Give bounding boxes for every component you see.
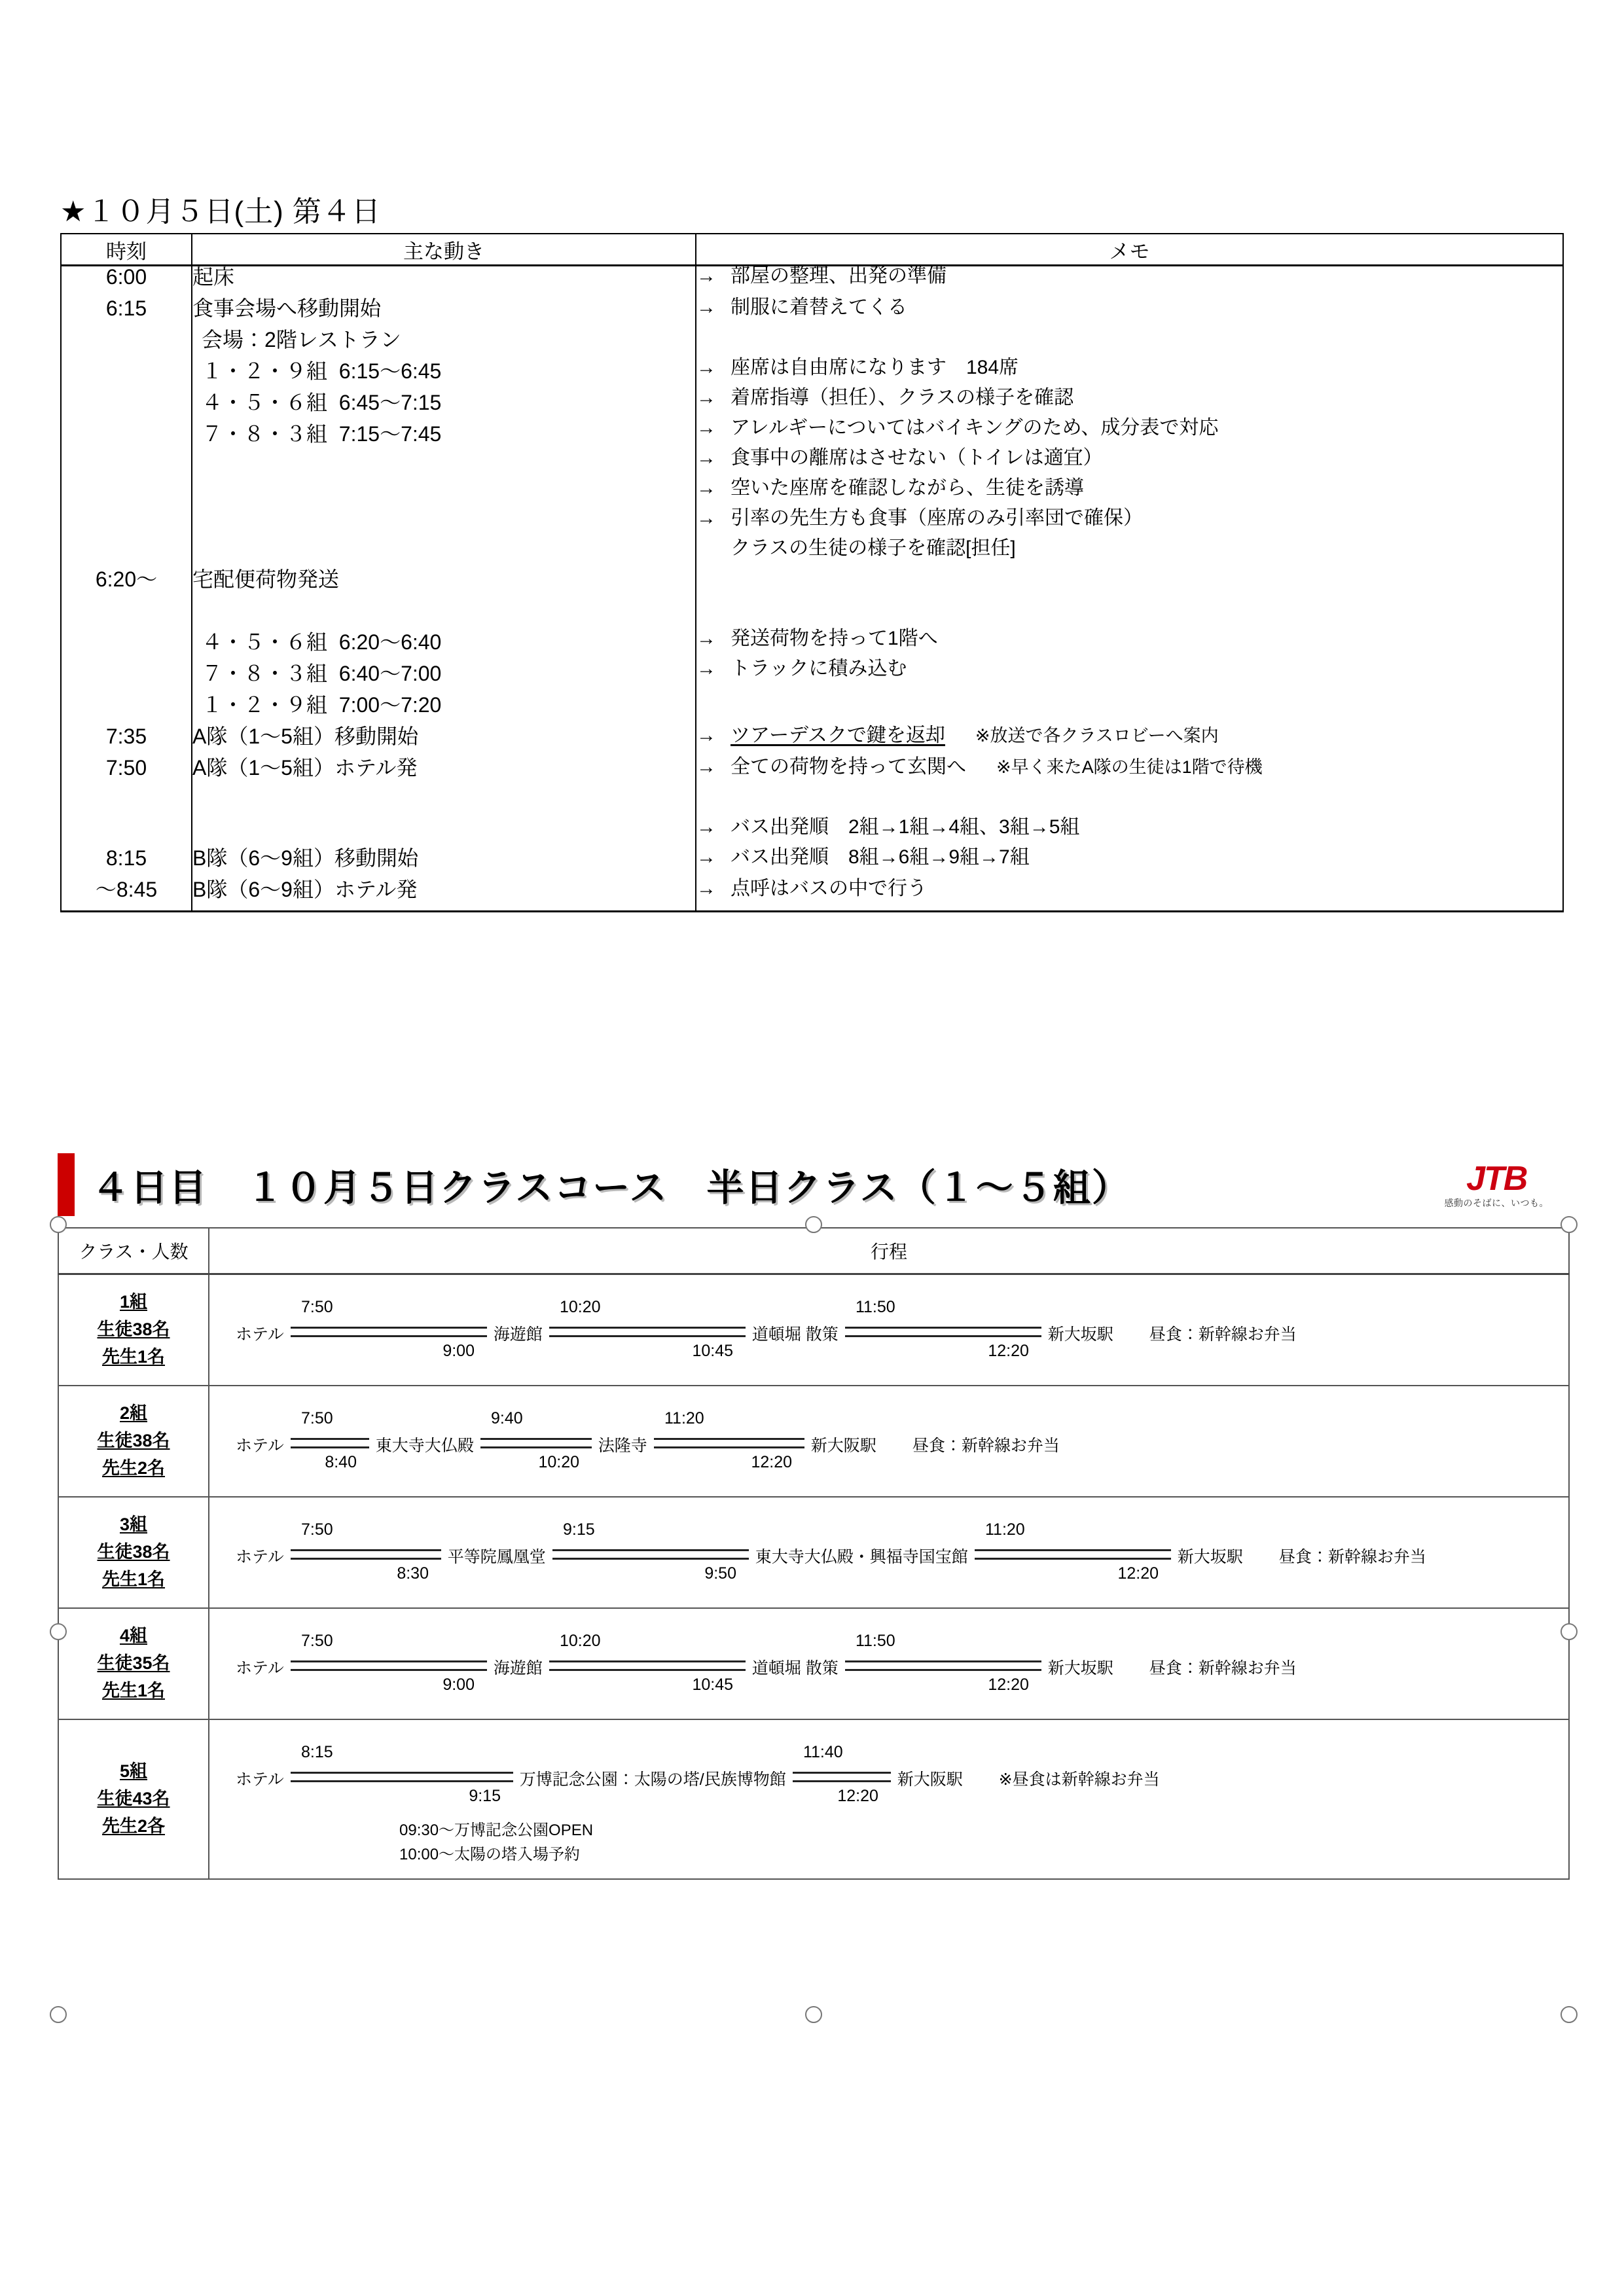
registration-mark	[1561, 1623, 1578, 1640]
course-class-line: 4組	[119, 1626, 148, 1646]
route-departure-times	[236, 1398, 1568, 1427]
class-course-table	[58, 1227, 1570, 1880]
schedule-memo-text: アレルギーについてはバイキングのため、成分表で対応	[731, 417, 1219, 439]
schedule-memo-text: ツアーデスクで鍵を返却	[731, 725, 945, 747]
schedule-movement-line: １・２・９組 6:15〜6:45	[202, 359, 442, 384]
course-class-cell	[58, 1608, 209, 1719]
route-time-arrival: 12:20	[837, 1787, 878, 1805]
course-class-cell	[58, 1497, 209, 1608]
schedule-memo-cell	[696, 848, 1563, 879]
schedule-memo-cell	[696, 757, 1563, 848]
schedule-movement-cell	[192, 757, 696, 848]
schedule-movement-line: 起床	[192, 265, 235, 289]
route-lunch-note: 昼食：新幹線お弁当	[1278, 1548, 1426, 1566]
banner-accent-bar	[58, 1153, 75, 1216]
schedule-memo-text: クラスの生徒の様子を確認[担任]	[731, 537, 1016, 560]
route-timeline	[236, 1649, 1568, 1677]
schedule-time-cell	[61, 757, 192, 848]
route-time-departure: 10:20	[560, 1632, 601, 1650]
schedule-memo-line	[696, 509, 1562, 528]
schedule-memo-text: トラックに積み込む	[731, 658, 907, 680]
course-class-cell	[58, 1719, 209, 1879]
course-class-line: 生徒38名	[97, 1542, 170, 1562]
route-rail	[291, 1549, 441, 1560]
schedule-memo-line	[696, 448, 1562, 468]
arrow-icon: →	[696, 417, 716, 439]
route-time-departure: 11:50	[855, 1632, 895, 1650]
schedule-memo-cell	[696, 569, 1563, 726]
route-place: 新大阪駅	[810, 1437, 876, 1455]
course-route-cell	[209, 1386, 1569, 1497]
course-class-line: 3組	[119, 1515, 148, 1535]
route-rail	[975, 1549, 1171, 1560]
route-place: ホテル	[236, 1659, 284, 1677]
route-rail	[654, 1438, 804, 1448]
arrow-icon: →	[696, 265, 716, 287]
course-row	[58, 1719, 1569, 1879]
route-arrival-times	[236, 1343, 1568, 1373]
arrow-icon: →	[696, 387, 716, 409]
route-time-arrival: 12:20	[988, 1676, 1029, 1694]
schedule-movement-line: 会場：2階レストラン	[202, 328, 401, 352]
schedule-memo-line	[696, 418, 1562, 438]
course-class-line: 2組	[119, 1403, 148, 1424]
route-time-departure: 11:20	[985, 1520, 1025, 1539]
schedule-memo-line	[696, 848, 1562, 867]
arrow-icon: →	[696, 658, 716, 680]
route-time-arrival: 12:20	[751, 1453, 792, 1471]
course-row	[58, 1386, 1569, 1497]
route-rail	[291, 1327, 487, 1337]
schedule-memo-note: ※早く来たA隊の生徒は1階で待機	[996, 757, 1263, 778]
course-class-line: 5組	[119, 1761, 148, 1782]
course-class-line: 先生2名	[101, 1458, 166, 1478]
arrow-icon: →	[696, 507, 716, 529]
registration-mark	[50, 1623, 67, 1640]
course-class-line: 生徒38名	[97, 1319, 170, 1340]
schedule-time-cell	[61, 569, 192, 726]
course-row	[58, 1497, 1569, 1608]
course-class-cell	[58, 1386, 209, 1497]
route-rail	[291, 1438, 369, 1448]
route-rail	[552, 1549, 749, 1560]
route-timeline	[236, 1427, 1568, 1454]
schedule-movement-line: ７・８・３組 6:40〜7:00	[202, 662, 442, 686]
route-rail	[291, 1660, 487, 1671]
course-class-line: 生徒43名	[97, 1789, 170, 1809]
course-class-line: 1組	[119, 1292, 148, 1312]
route-departure-times	[236, 1621, 1568, 1649]
route-time-arrival: 9:00	[442, 1676, 475, 1694]
course-class-line: 生徒38名	[97, 1431, 170, 1451]
route-rail	[291, 1772, 513, 1782]
schedule-memo-text: バス出発順 2組→1組→4組、3組→5組	[731, 816, 1080, 838]
schedule-time-cell	[61, 726, 192, 757]
arrow-icon: →	[696, 447, 716, 469]
schedule-memo-line	[696, 298, 1562, 317]
class-course-section	[58, 1227, 1568, 1880]
schedule-time-value: 8:15	[105, 846, 147, 870]
route-time-arrival: 12:20	[1117, 1564, 1159, 1583]
course-route-cell	[209, 1608, 1569, 1719]
registration-mark	[1561, 1216, 1578, 1233]
column-header-class: クラス・人数	[58, 1228, 209, 1274]
schedule-movement-line: A隊（1〜5組）ホテル発	[192, 756, 418, 780]
route-time-arrival: 8:30	[397, 1564, 429, 1583]
schedule-memo-line	[696, 629, 1562, 649]
schedule-movement-line: １・２・９組 7:00〜7:20	[202, 693, 442, 717]
schedule-time-value: 6:00	[105, 265, 147, 289]
route-rail	[845, 1327, 1041, 1337]
jtb-logo	[1445, 1162, 1549, 1208]
route-place: ホテル	[236, 1437, 284, 1455]
route-timeline	[236, 1316, 1568, 1343]
schedule-memo-text: 着席指導（担任）、クラスの様子を確認	[731, 387, 1074, 409]
route-time-arrival: 9:50	[704, 1564, 736, 1583]
schedule-row	[61, 298, 1563, 569]
schedule-time-value: 〜8:45	[95, 878, 158, 902]
registration-mark	[1561, 2006, 1578, 2023]
schedule-movement-cell	[192, 848, 696, 879]
schedule-memo-text: 制服に着替えてくる	[731, 296, 907, 319]
course-class-line: 先生1名	[101, 1680, 166, 1700]
arrow-icon: →	[696, 296, 716, 319]
schedule-time-value: 6:15	[105, 296, 147, 321]
route-time-arrival: 10:45	[692, 1342, 733, 1360]
schedule-movement-cell	[192, 879, 696, 912]
schedule-time-cell	[61, 848, 192, 879]
route-place: 海遊館	[493, 1325, 543, 1344]
course-banner	[58, 1153, 1568, 1216]
route-rail	[549, 1327, 746, 1337]
jtb-logo-mark: JTB	[1466, 1160, 1527, 1198]
route-time-departure: 9:15	[563, 1520, 595, 1539]
route-rail	[793, 1772, 891, 1782]
route-time-departure: 7:50	[301, 1520, 333, 1539]
schedule-memo-cell	[696, 298, 1563, 569]
schedule-movement-line: 食事会場へ移動開始	[192, 296, 382, 321]
schedule-memo-line	[696, 659, 1562, 679]
route-lunch-note: 昼食：新幹線お弁当	[912, 1437, 1060, 1455]
route-place: 道頓堀 散策	[751, 1659, 839, 1677]
schedule-row	[61, 726, 1563, 757]
arrow-icon: →	[696, 628, 716, 650]
route-time-departure: 7:50	[301, 1632, 333, 1650]
schedule-table	[60, 233, 1564, 912]
route-time-departure: 8:15	[301, 1743, 333, 1761]
course-class-line: 先生1名	[101, 1569, 166, 1589]
registration-mark	[50, 1216, 67, 1233]
schedule-memo-cell	[696, 266, 1563, 298]
schedule-memo-cell	[696, 879, 1563, 912]
route-lunch-note: 昼食：新幹線お弁当	[1149, 1659, 1297, 1677]
course-route-cell	[209, 1719, 1569, 1879]
schedule-movement-line: ４・５・６組 6:20〜6:40	[202, 630, 442, 655]
arrow-icon: →	[696, 846, 716, 869]
schedule-row	[61, 266, 1563, 298]
course-class-cell	[58, 1274, 209, 1386]
schedule-memo-line	[696, 539, 1562, 558]
schedule-memo-line	[696, 726, 1562, 745]
schedule-time-cell	[61, 298, 192, 569]
route-extra-note: 10:00〜太陽の塔入場予約	[399, 1846, 581, 1864]
schedule-time-value: 6:20〜	[95, 567, 158, 592]
schedule-time-cell	[61, 266, 192, 298]
route-time-arrival: 8:40	[325, 1453, 357, 1471]
route-place: ホテル	[236, 1770, 284, 1789]
schedule-movement-cell	[192, 726, 696, 757]
route-arrival-times	[236, 1454, 1568, 1484]
route-place: 新大坂駅	[1047, 1659, 1113, 1677]
schedule-memo-text: 空いた座席を確認しながら、生徒を誘導	[731, 477, 1084, 499]
schedule-row	[61, 848, 1563, 879]
schedule-row	[61, 569, 1563, 726]
route-lunch-note: ※昼食は新幹線お弁当	[998, 1770, 1160, 1789]
route-timeline	[236, 1538, 1568, 1566]
schedule-movement-cell	[192, 266, 696, 298]
schedule-movement-cell	[192, 569, 696, 726]
schedule-memo-line	[696, 266, 1562, 286]
route-time-departure: 7:50	[301, 1298, 333, 1316]
schedule-body	[61, 266, 1563, 912]
schedule-movement-line: A隊（1〜5組）移動開始	[192, 725, 418, 749]
route-place: 海遊館	[493, 1659, 543, 1677]
route-place: 新大坂駅	[1177, 1548, 1243, 1566]
schedule-memo-line	[696, 879, 1562, 899]
route-place: 法隆寺	[598, 1437, 647, 1455]
route-place: 新大阪駅	[897, 1770, 963, 1789]
route-departure-times	[236, 1509, 1568, 1538]
route-time-arrival: 12:20	[988, 1342, 1029, 1360]
schedule-memo-text: バス出発順 8組→6組→9組→7組	[731, 846, 1030, 869]
registration-mark	[805, 1216, 822, 1233]
route-arrival-times	[236, 1677, 1568, 1707]
schedule-movement-line: B隊（6〜9組）移動開始	[192, 846, 418, 870]
schedule-memo-line	[696, 817, 1562, 837]
column-header-memo: メモ	[696, 234, 1563, 266]
course-route-cell	[209, 1274, 1569, 1386]
route-rail	[845, 1660, 1041, 1671]
arrow-icon: →	[696, 357, 716, 379]
column-header-time: 時刻	[61, 234, 192, 266]
route-time-departure: 11:20	[664, 1409, 704, 1427]
route-departure-times	[236, 1287, 1568, 1316]
route-place: ホテル	[236, 1548, 284, 1566]
route-time-departure: 11:50	[855, 1298, 895, 1316]
route-place: 東大寺大仏殿・興福寺国宝館	[755, 1548, 968, 1566]
schedule-memo-text: 発送荷物を持って1階へ	[731, 628, 938, 650]
route-rail	[480, 1438, 592, 1448]
schedule-memo-text: 点呼はバスの中で行う	[731, 878, 927, 900]
page-title: ★１０月５日(土) 第４日	[60, 196, 381, 228]
arrow-icon: →	[696, 477, 716, 499]
schedule-memo-text: 全ての荷物を持って玄関へ	[731, 756, 966, 778]
schedule-row	[61, 757, 1563, 848]
route-time-arrival: 9:15	[469, 1787, 501, 1805]
schedule-movement-line: 宅配便荷物発送	[192, 567, 340, 592]
schedule-movement-line: B隊（6〜9組）ホテル発	[192, 878, 418, 902]
schedule-memo-line	[696, 358, 1562, 378]
schedule-memo-text: 引率の先生方も食事（座席のみ引率団で確保）	[731, 507, 1143, 529]
route-place: 新大坂駅	[1047, 1325, 1113, 1344]
route-place: 万博記念公園：太陽の塔/民族博物館	[519, 1770, 786, 1789]
schedule-memo-line	[696, 757, 1562, 777]
course-header-row	[58, 1228, 1569, 1274]
column-header-route: 行程	[209, 1228, 1569, 1274]
jtb-logo-tagline: 感動のそばに、いつも。	[1444, 1198, 1549, 1208]
schedule-memo-text: 食事中の離席はさせない（トイレは適宜）	[731, 447, 1103, 469]
schedule-time-value: 7:50	[105, 756, 147, 780]
route-time-departure: 10:20	[560, 1298, 601, 1316]
arrow-icon: →	[696, 756, 716, 778]
course-body	[58, 1274, 1569, 1880]
schedule-row	[61, 879, 1563, 912]
course-row	[58, 1608, 1569, 1719]
schedule-memo-note: ※放送で各クラスロビーへ案内	[975, 726, 1219, 746]
arrow-icon: →	[696, 725, 716, 747]
route-time-departure: 11:40	[803, 1743, 843, 1761]
route-place: 平等院鳳凰堂	[447, 1548, 546, 1566]
banner-title: ４日目 １０月５日クラスコース 半日クラス（１〜５組）	[92, 1167, 1130, 1209]
route-extra-note: 09:30〜万博記念公園OPEN	[399, 1821, 594, 1839]
schedule-movement-cell	[192, 298, 696, 569]
course-row	[58, 1274, 1569, 1386]
course-class-line: 生徒35名	[97, 1653, 170, 1674]
route-rail	[549, 1660, 746, 1671]
course-class-line: 先生2各	[101, 1816, 166, 1837]
course-class-line: 先生1名	[101, 1346, 166, 1367]
route-place: 道頓堀 散策	[751, 1325, 839, 1344]
schedule-memo-line	[696, 388, 1562, 408]
route-time-arrival: 10:45	[692, 1676, 733, 1694]
schedule-movement-line: ７・８・３組 7:15〜7:45	[202, 422, 442, 446]
schedule-memo-text: 部屋の整理、出発の準備	[731, 265, 947, 287]
schedule-memo-text: 座席は自由席になります 184席	[731, 357, 1019, 379]
daily-schedule-section	[60, 196, 1566, 912]
registration-mark	[50, 2006, 67, 2023]
registration-mark	[805, 2006, 822, 2023]
column-header-movement: 主な動き	[192, 234, 696, 266]
route-departure-times	[236, 1732, 1568, 1761]
route-time-departure: 7:50	[301, 1409, 333, 1427]
route-place: ホテル	[236, 1325, 284, 1344]
route-time-arrival: 10:20	[538, 1453, 579, 1471]
route-time-departure: 9:40	[491, 1409, 523, 1427]
arrow-icon: →	[696, 878, 716, 900]
route-arrival-times	[236, 1788, 1568, 1818]
arrow-icon: →	[696, 816, 716, 838]
route-timeline	[236, 1761, 1568, 1788]
route-arrival-times	[236, 1566, 1568, 1596]
schedule-memo-cell	[696, 726, 1563, 757]
schedule-memo-line	[696, 478, 1562, 498]
schedule-time-value: 7:35	[105, 725, 147, 749]
route-time-arrival: 9:00	[442, 1342, 475, 1360]
route-place: 東大寺大仏殿	[375, 1437, 474, 1455]
schedule-movement-line: ４・５・６組 6:45〜7:15	[202, 391, 442, 415]
course-route-cell	[209, 1497, 1569, 1608]
schedule-header-row	[61, 234, 1563, 266]
schedule-time-cell	[61, 879, 192, 912]
route-lunch-note: 昼食：新幹線お弁当	[1149, 1325, 1297, 1344]
